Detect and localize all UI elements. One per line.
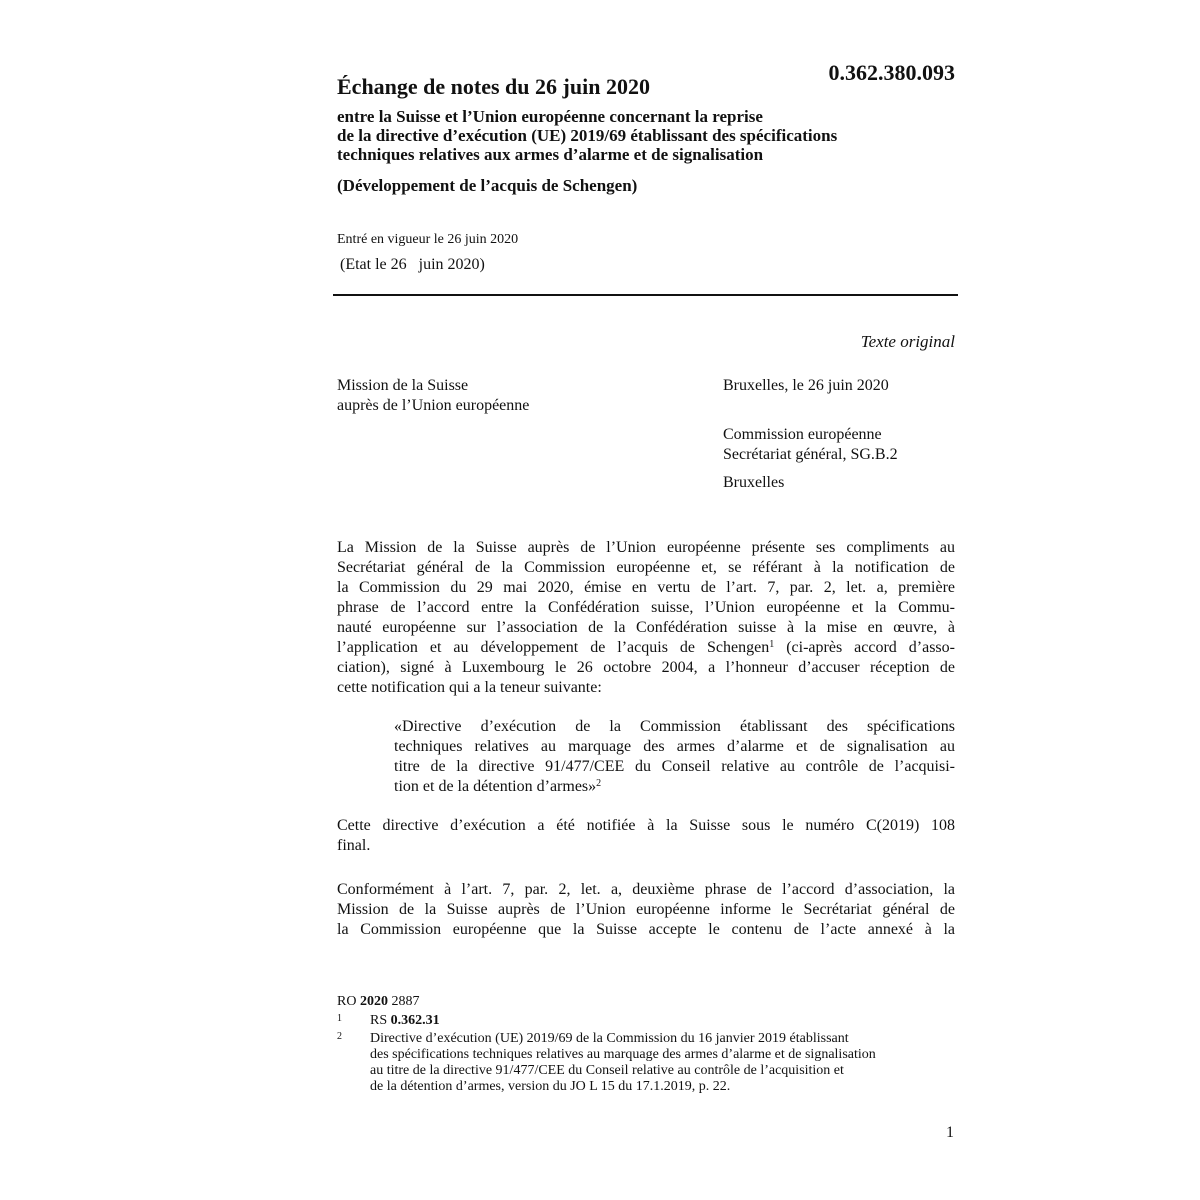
header-divider <box>333 294 958 296</box>
text-line: la Commission européenne que la Suisse accepte le contenu de l’acte annexé à la <box>337 921 955 938</box>
footnote-line: Directive d’exécution (UE) 2019/69 de la Commission du 16 janvier 2019 établissant <box>370 1031 849 1046</box>
ro-year: 2020 <box>359 994 388 1009</box>
footnote-line: de la détention d’armes, version du JO L 15 du 17.1.2019, p. 22. <box>370 1079 731 1094</box>
footnote-text <box>370 1013 440 1029</box>
text-line: nauté européenne sur l’association de la Confédération suisse à la mise en œuvre, à <box>337 619 955 636</box>
text-line: Cette directive d’exécution a été notifiée à la Suisse sous le numéro C(2019) 108 <box>337 817 955 834</box>
text-line: phrase de l’accord entre la Confédération suisse, l’Union européenne et la Commu- <box>337 599 955 616</box>
text-line: la Commission du 29 mai 2020, émise en vertu de l’art. 7, par. 2, let. a, première <box>337 579 955 596</box>
text-line: final. <box>337 837 371 854</box>
subtitle-line: entre la Suisse et l’Union européenne concernant la reprise <box>337 107 763 126</box>
text-line: «Directive d’exécution de la Commission établissant des spécifications <box>394 718 955 735</box>
quoted-directive <box>394 717 955 797</box>
sender-line: auprès de l’Union européenne <box>337 397 530 414</box>
ro-prefix: RO <box>337 994 360 1009</box>
text-line: techniques relatives au marquage des armes d’alarme et de signalisation au <box>394 738 955 755</box>
text-segment: tion et de la détention d’armes» <box>394 778 597 795</box>
footnote-line: au titre de la directive 91/477/CEE du Conseil relative au contrôle de l’acquisition et <box>370 1063 844 1078</box>
document-subtitle <box>337 107 837 164</box>
text-line <box>394 777 955 797</box>
state-date: (Etat le 26 juin 2020) <box>340 256 485 273</box>
footnote-number: 1 <box>337 1013 342 1024</box>
text-segment: l’application et au développement de l’acquis de Schengen <box>337 639 770 656</box>
recipient-line: Secrétariat général, SG.B.2 <box>723 446 898 463</box>
text-line: cette notification qui a la teneur suivante: <box>337 679 602 696</box>
schengen-note: (Développement de l’acquis de Schengen) <box>337 176 638 195</box>
letter-place-date: Bruxelles, le 26 juin 2020 <box>723 377 889 394</box>
body-paragraph-1 <box>337 538 955 698</box>
subtitle-line: techniques relatives aux armes d’alarme et de signalisation <box>337 145 764 164</box>
text-line <box>337 638 955 658</box>
footnote-prefix: RS <box>370 1013 391 1028</box>
footnote-ref-2: 2 <box>596 778 602 789</box>
footnote-ref-number: 0.362.31 <box>390 1013 440 1028</box>
subtitle-line: de la directive d’exécution (UE) 2019/69 établissant des spécifications <box>337 126 838 145</box>
text-line: Secrétariat général de la Commission européenne et, se référant à la notification de <box>337 559 955 576</box>
text-segment: (ci-après accord d’asso- <box>774 639 955 656</box>
letter-recipient <box>723 425 898 465</box>
document-title: Échange de notes du 26 juin 2020 <box>337 74 650 99</box>
entry-into-force: Entré en vigueur le 26 juin 2020 <box>337 232 519 247</box>
text-line: ciation), signé à Luxembourg le 26 octobre 2004, a l’honneur d’accuser réception de <box>337 659 955 676</box>
footnote-line: des spécifications techniques relatives au marquage des armes d’alarme et de signalisation <box>370 1047 876 1062</box>
document-number: 0.362.380.093 <box>828 60 955 85</box>
footnote-number: 2 <box>337 1031 342 1042</box>
page-number: 1 <box>946 1124 954 1141</box>
text-line: titre de la directive 91/477/CEE du Conseil relative au contrôle de l’acquisi- <box>394 758 955 775</box>
text-line: La Mission de la Suisse auprès de l’Union européenne présente ses compliments au <box>337 539 955 556</box>
text-line: Mission de la Suisse auprès de l’Union européenne informe le Secrétariat général de <box>337 901 955 918</box>
ro-page: 2887 <box>387 994 420 1009</box>
text-line: Conformément à l’art. 7, par. 2, let. a, deuxième phrase de l’accord d’association, la <box>337 881 955 898</box>
letter-sender <box>337 376 529 416</box>
footnote-text <box>370 1031 876 1095</box>
body-paragraph-3 <box>337 880 955 940</box>
original-text-label: Texte original <box>860 332 955 351</box>
recipient-line: Commission européenne <box>723 426 882 443</box>
body-paragraph-2 <box>337 816 955 856</box>
sender-line: Mission de la Suisse <box>337 377 469 394</box>
footnote-ref-1: 1 <box>769 639 775 650</box>
recipient-city: Bruxelles <box>723 474 785 491</box>
ro-reference <box>337 993 419 1011</box>
